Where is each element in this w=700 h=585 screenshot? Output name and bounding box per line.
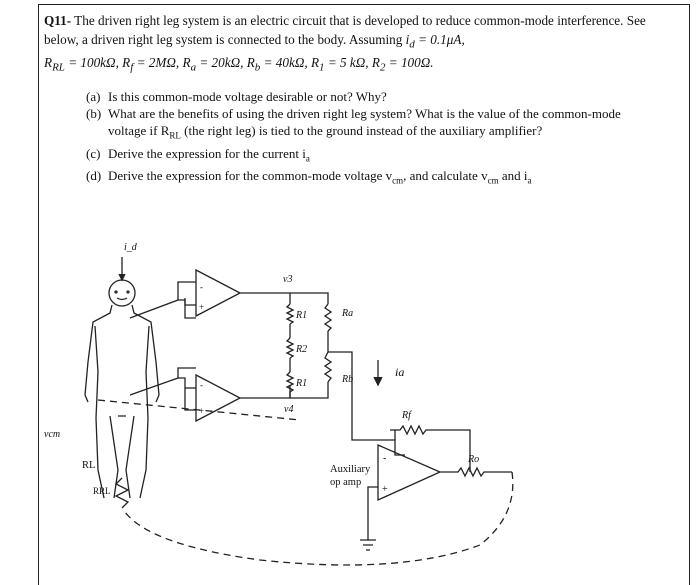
label-auxiliary: Auxiliary [330,464,371,475]
resistor-Rf [395,426,470,470]
parameter-list: $R_{RL} = 100k\Omega$, $R_f = 2M\Omega$, $R_a = 20k\Omega$, $R_b = 40k\Omega$, $R_1 = 5$ kΩ, $R_2 = 100\Omega$. [44,54,434,74]
bottom-opamp-plus: + [199,406,205,416]
aux-opamp-plus: + [382,484,388,495]
resistor-Ro [440,468,512,476]
label-RRL: RRL [93,486,111,496]
id-symbol: $i_d$ [405,31,415,51]
label-RL: RL [82,460,96,471]
sub-question-c: (c) Derive the expression for the current $i_a$ [86,145,310,164]
sub-question-b: (b) What are the benefits of using the driven right leg system? What is the value of the common-mode voltage if $R_{RL}$ (the right leg) is tied to the ground instead of the auxiliary amplifier? [86,106,621,141]
resistor-Rb [325,352,331,382]
top-opamp-plus: + [199,302,205,312]
label-Ra: Ra [342,308,354,319]
bottom-opamp-minus: - [200,380,203,390]
label-v4: v4 [284,404,294,415]
id-value: = 0.1μA, [414,31,465,47]
resistor-R2 [287,338,293,358]
label-id: i_d [124,242,137,253]
aux-opamp-minus: - [383,453,387,464]
resistor-R1-bottom [287,372,293,392]
label-Ro: Ro [468,454,480,465]
resistor-RRL [116,478,128,508]
label-Rf: Rf [402,410,411,421]
resistor-Ra [325,304,331,331]
sub-question-a: (a) Is this common-mode voltage desirable or not? Why? [86,89,387,104]
label-R1-top: R1 [296,310,308,321]
label-vcm: vcm [44,429,61,440]
question-intro: The driven right leg system is an electric circuit that is developed to reduce common-mode interference. See below, a driven right leg system is connected to the body. Assuming [44,13,646,47]
resistor-R1-top [287,304,293,324]
top-opamp-minus: - [200,282,203,292]
feedback-dashed-line [125,472,513,565]
label-R1-bottom: R1 [296,378,308,389]
label-Rb: Rb [342,374,354,385]
question-number: Q11- [44,13,72,28]
label-R2: R2 [296,344,308,355]
label-v3: v3 [283,274,293,285]
label-op-amp: op amp [330,477,362,488]
label-ia: ia [395,365,405,379]
sub-question-d: (d) Derive the expression for the common-mode voltage $v_{cm}$, and calculate $v_{cm}$ and $i_a$ [86,168,532,186]
